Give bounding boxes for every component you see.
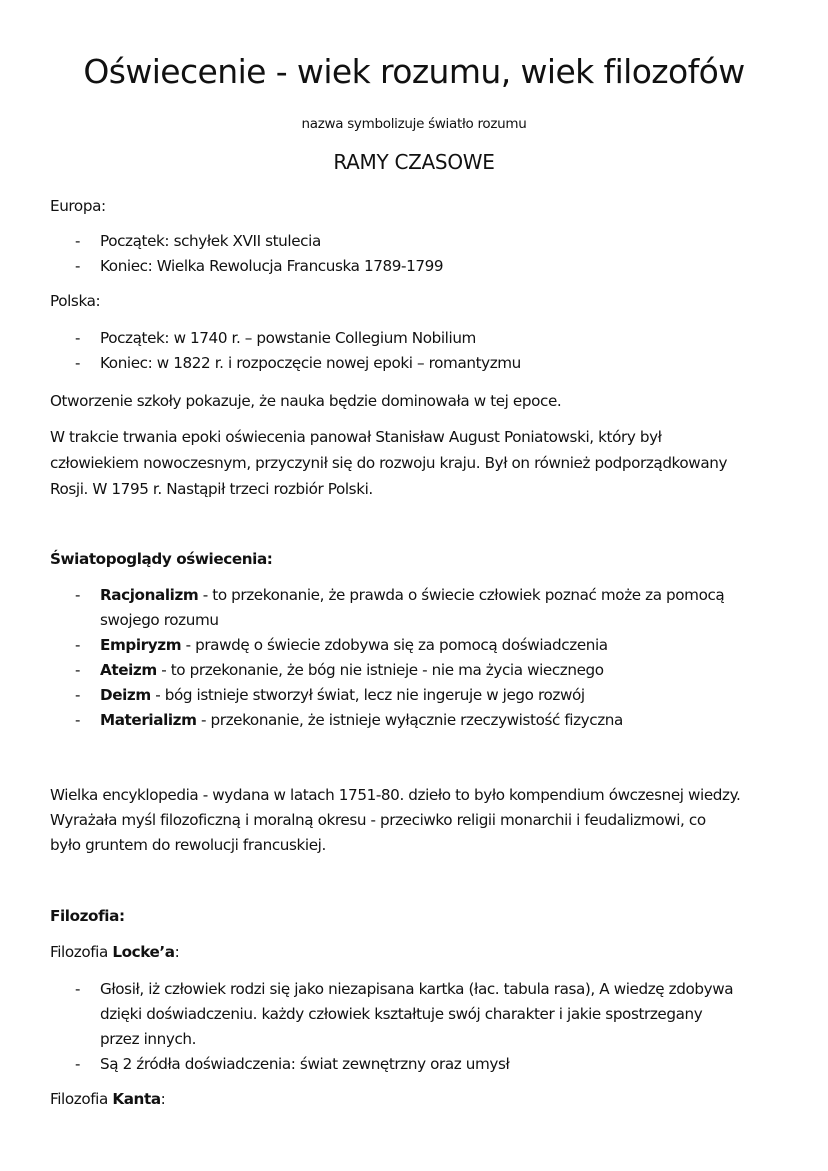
list-item: Początek: w 1740 r. – powstanie Collegium Nobilium: [100, 329, 476, 347]
term: Materializm: [100, 711, 197, 729]
bullet-dash: -: [75, 354, 81, 372]
paragraph-line: Wyrażała myśl filozoficzną i moralną okresu - przeciwko religii monarchii i feudalizmowi, co: [50, 811, 706, 829]
subtitle: nazwa symbolizuje światło rozumu: [301, 116, 527, 132]
bullet-dash: -: [75, 1055, 81, 1073]
term: Ateizm: [100, 661, 157, 679]
list-item: Początek: schyłek XVII stulecia: [100, 232, 321, 250]
bullet-dash: -: [75, 636, 81, 654]
worldviews-heading: Światopoglądy oświecenia:: [50, 550, 273, 568]
term: Racjonalizm: [100, 586, 199, 604]
bullet-dash: -: [75, 661, 81, 679]
bullet-dash: -: [75, 586, 81, 604]
europa-label: Europa:: [50, 197, 106, 215]
term: Empiryzm: [100, 636, 182, 654]
bullet-dash: -: [75, 980, 81, 998]
paragraph-line: było gruntem do rewolucji francuskiej.: [50, 836, 326, 854]
list-item-continued: przez innych.: [100, 1030, 197, 1048]
paragraph-line: człowiekiem nowoczesnym, przyczynił się do rozwoju kraju. Był on również podporządkowany: [50, 454, 728, 472]
section-heading: RAMY CZASOWE: [333, 150, 495, 174]
paragraph-line: Wielka encyklopedia - wydana w latach 1751-80. dzieło to było kompendium ówczesnej wiedzy.: [50, 786, 741, 804]
list-item: Koniec: w 1822 r. i rozpoczęcie nowej epoki – romantyzmu: [100, 354, 521, 372]
list-item: Ateizm - to przekonanie, że bóg nie istnieje - nie ma życia wiecznego: [100, 661, 604, 679]
list-item-continued: swojego rozumu: [100, 611, 219, 629]
bullet-dash: -: [75, 329, 81, 347]
list-item: Deizm - bóg istnieje stworzył świat, lecz nie ingeruje w jego rozwój: [100, 686, 585, 704]
polska-label: Polska:: [50, 292, 101, 310]
bullet-dash: -: [75, 232, 81, 250]
locke-heading: Filozofia Locke’a:: [50, 943, 180, 961]
list-item: Koniec: Wielka Rewolucja Francuska 1789-1799: [100, 257, 444, 275]
list-item: Materializm - przekonanie, że istnieje wyłącznie rzeczywistość fizyczna: [100, 711, 623, 729]
paragraph-line: W trakcie trwania epoki oświecenia panował Stanisław August Poniatowski, który był: [50, 428, 662, 446]
philosophy-heading: Filozofia:: [50, 907, 125, 925]
list-item: Racjonalizm - to przekonanie, że prawda o świecie człowiek poznać może za pomocą: [100, 586, 725, 604]
list-item: Głosił, iż człowiek rodzi się jako niezapisana kartka (łac. tabula rasa), A wiedzę zdobywa: [100, 980, 734, 998]
paragraph: Otworzenie szkoły pokazuje, że nauka będzie dominowała w tej epoce.: [50, 392, 562, 410]
kant-heading: Filozofia Kanta:: [50, 1090, 166, 1108]
list-item-continued: dzięki doświadczeniu. każdy człowiek kształtuje swój charakter i jakie spostrzegany: [100, 1005, 703, 1023]
bullet-dash: -: [75, 711, 81, 729]
paragraph-line: Rosji. W 1795 r. Nastąpił trzeci rozbiór Polski.: [50, 480, 373, 498]
bullet-dash: -: [75, 686, 81, 704]
list-item: Są 2 źródła doświadczenia: świat zewnętrzny oraz umysł: [100, 1055, 510, 1073]
bullet-dash: -: [75, 257, 81, 275]
page-title: Oświecenie - wiek rozumu, wiek filozofów: [83, 52, 745, 91]
term: Deizm: [100, 686, 151, 704]
list-item: Empiryzm - prawdę o świecie zdobywa się za pomocą doświadczenia: [100, 636, 608, 654]
